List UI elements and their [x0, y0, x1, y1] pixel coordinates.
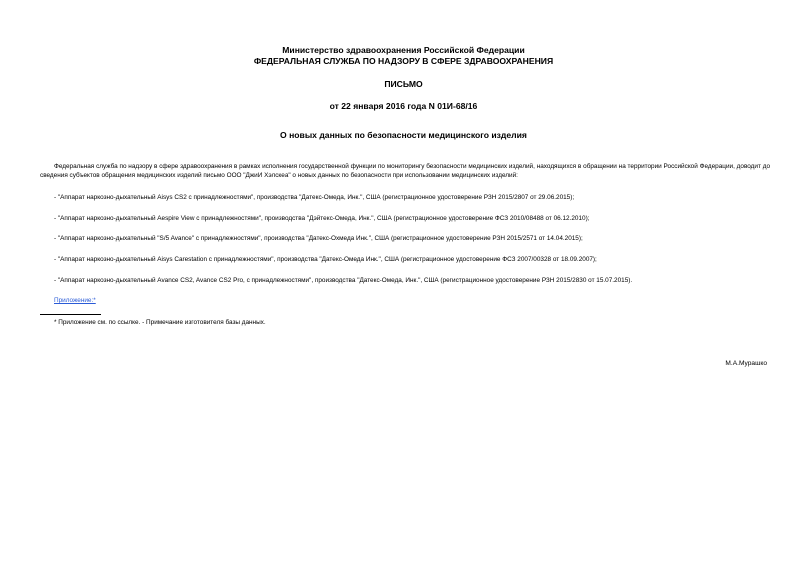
- list-item: - "Аппарат наркозно-дыхательный Aisys Carestation с принадлежностями", производства "Датекс-Омеда Инк.", США (регистрационное удостоверение ФСЗ 2007/00328 от 18.09.2007);: [54, 256, 597, 263]
- document-type: ПИСЬМО: [384, 79, 423, 89]
- document-date-number: от 22 января 2016 года N 01И-68/16: [329, 101, 478, 111]
- intro-paragraph: Федеральная служба по надзору в сфере здравоохранения в рамках исполнения государственной функции по мониторингу безопасности медицинских изделий, находящихся в обращении на территории Российской Федерации, доводит до сведения субъектов обращения медицинских изделий письмо ООО "ДжиИ Хэлскеа" о новых данных по безопасности при использовании медицинских изделий:: [40, 163, 770, 179]
- document-subject: О новых данных по безопасности медицинского изделия: [280, 130, 527, 140]
- list-item: - "Аппарат наркозно-дыхательный "S/5 Avance" с принадлежностями", производства "Датекс-Охмеда Инк.", США (регистрационное удостоверение РЗН 2015/2571 от 14.04.2015);: [54, 235, 583, 242]
- ministry-name: Министерство здравоохранения Российской Федерации: [282, 45, 525, 55]
- list-item: - "Аппарат наркозно-дыхательный Aespire View с принадлежностями", производства "Дэйтекс-Омеда, Инк.", США (регистрационное удостоверение ФСЗ 2010/08488 от 06.12.2010);: [54, 215, 590, 222]
- signature: М.А.Мурашко: [725, 360, 767, 367]
- footnote: * Приложение см. по ссылке. - Примечание изготовителя базы данных.: [54, 319, 266, 326]
- service-name: ФЕДЕРАЛЬНАЯ СЛУЖБА ПО НАДЗОРУ В СФЕРЕ ЗДРАВООХРАНЕНИЯ: [253, 56, 554, 66]
- list-item: - "Аппарат наркозно-дыхательный Avance CS2, Avance CS2 Pro, с принадлежностями", производства "Датекс-Омеда, Инк.", США (регистрационное удостоверение РЗН 2015/2830 от 15.07.2015).: [54, 277, 633, 284]
- list-item: - "Аппарат наркозно-дыхательный Aisys CS2 с принадлежностями", производства "Датекс-Омеда, Инк.", США (регистрационное удостоверение РЗН 2015/2807 от 29.06.2015);: [54, 194, 575, 201]
- footnote-divider: [40, 314, 101, 315]
- attachment-link[interactable]: Приложение:*: [54, 297, 96, 304]
